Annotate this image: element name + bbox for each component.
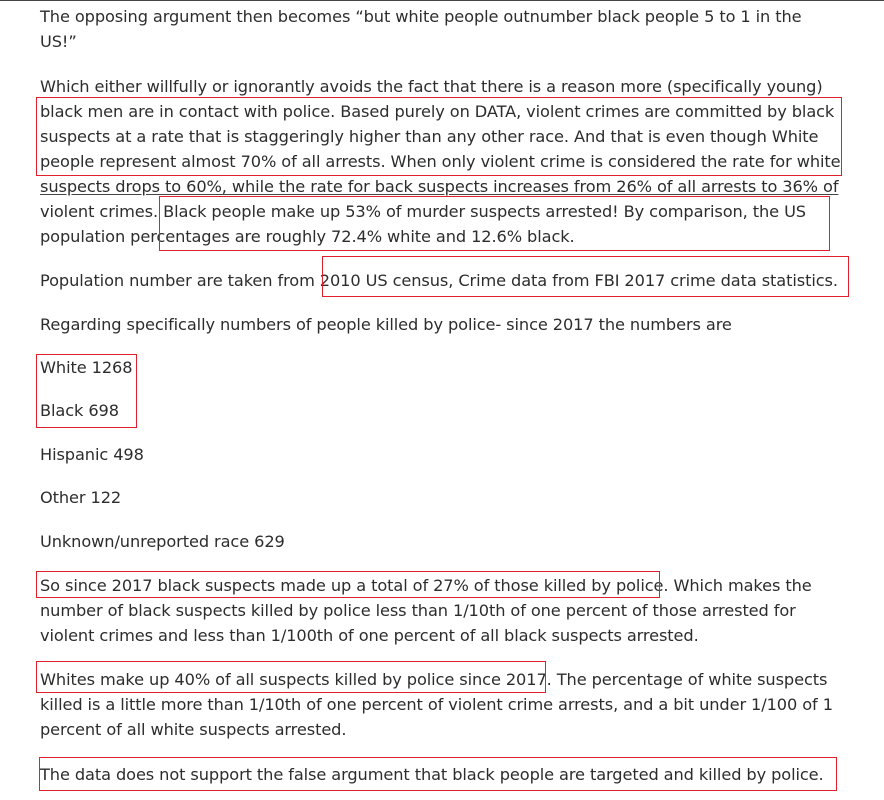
text-line: violent crimes. Black people make up 53% of murder suspects arrested! By comparison, the US bbox=[40, 202, 806, 221]
stat-white: White 1268 bbox=[40, 358, 133, 377]
text-line: violent crimes and less than 1/100th of one percent of all black suspects arrested. bbox=[40, 626, 699, 645]
underlined-text: suspects drops to 60%, while the rate for back suspects increases from 26% of all arrests to 36% of bbox=[40, 177, 839, 196]
text-line: The data does not support the false argument that black people are targeted and killed by police. bbox=[40, 765, 824, 784]
stat-hispanic: Hispanic 498 bbox=[40, 445, 144, 464]
text-line: percent of all white suspects arrested. bbox=[40, 720, 347, 739]
text-line: Which either willfully or ignorantly avoids the fact that there is a reason more (specifically young) bbox=[40, 77, 823, 96]
stat-black: Black 698 bbox=[40, 401, 119, 420]
top-divider bbox=[0, 0, 884, 1]
text-line: Whites make up 40% of all suspects killed by police since 2017. The percentage of white suspects bbox=[40, 670, 828, 689]
stat-other: Other 122 bbox=[40, 488, 122, 507]
stat-unknown: Unknown/unreported race 629 bbox=[40, 532, 285, 551]
text-line: population percentages are roughly 72.4% white and 12.6% black. bbox=[40, 227, 575, 246]
text-line: black men are in contact with police. Based purely on DATA, violent crimes are committed by black bbox=[40, 102, 835, 121]
text-line: Regarding specifically numbers of people killed by police- since 2017 the numbers are bbox=[40, 315, 732, 334]
text-line: number of black suspects killed by police less than 1/10th of one percent of those arrested for bbox=[40, 601, 796, 620]
text-line: suspects at a rate that is staggeringly higher than any other race. And that is even though White bbox=[40, 127, 819, 146]
text-line: So since 2017 black suspects made up a total of 27% of those killed by police. Which makes the bbox=[40, 576, 812, 595]
text-line bbox=[40, 174, 838, 199]
text-line: people represent almost 70% of all arrests. When only violent crime is considered the rate for white bbox=[40, 152, 841, 171]
text-line: The opposing argument then becomes “but white people outnumber black people 5 to 1 in the bbox=[40, 7, 802, 26]
text-line: Population number are taken from 2010 US census, Crime data from FBI 2017 crime data statistics. bbox=[40, 271, 838, 290]
text-line: killed is a little more than 1/10th of one percent of violent crime arrests, and a bit under 1/100 of 1 bbox=[40, 695, 833, 714]
text-line: US!” bbox=[40, 32, 77, 51]
